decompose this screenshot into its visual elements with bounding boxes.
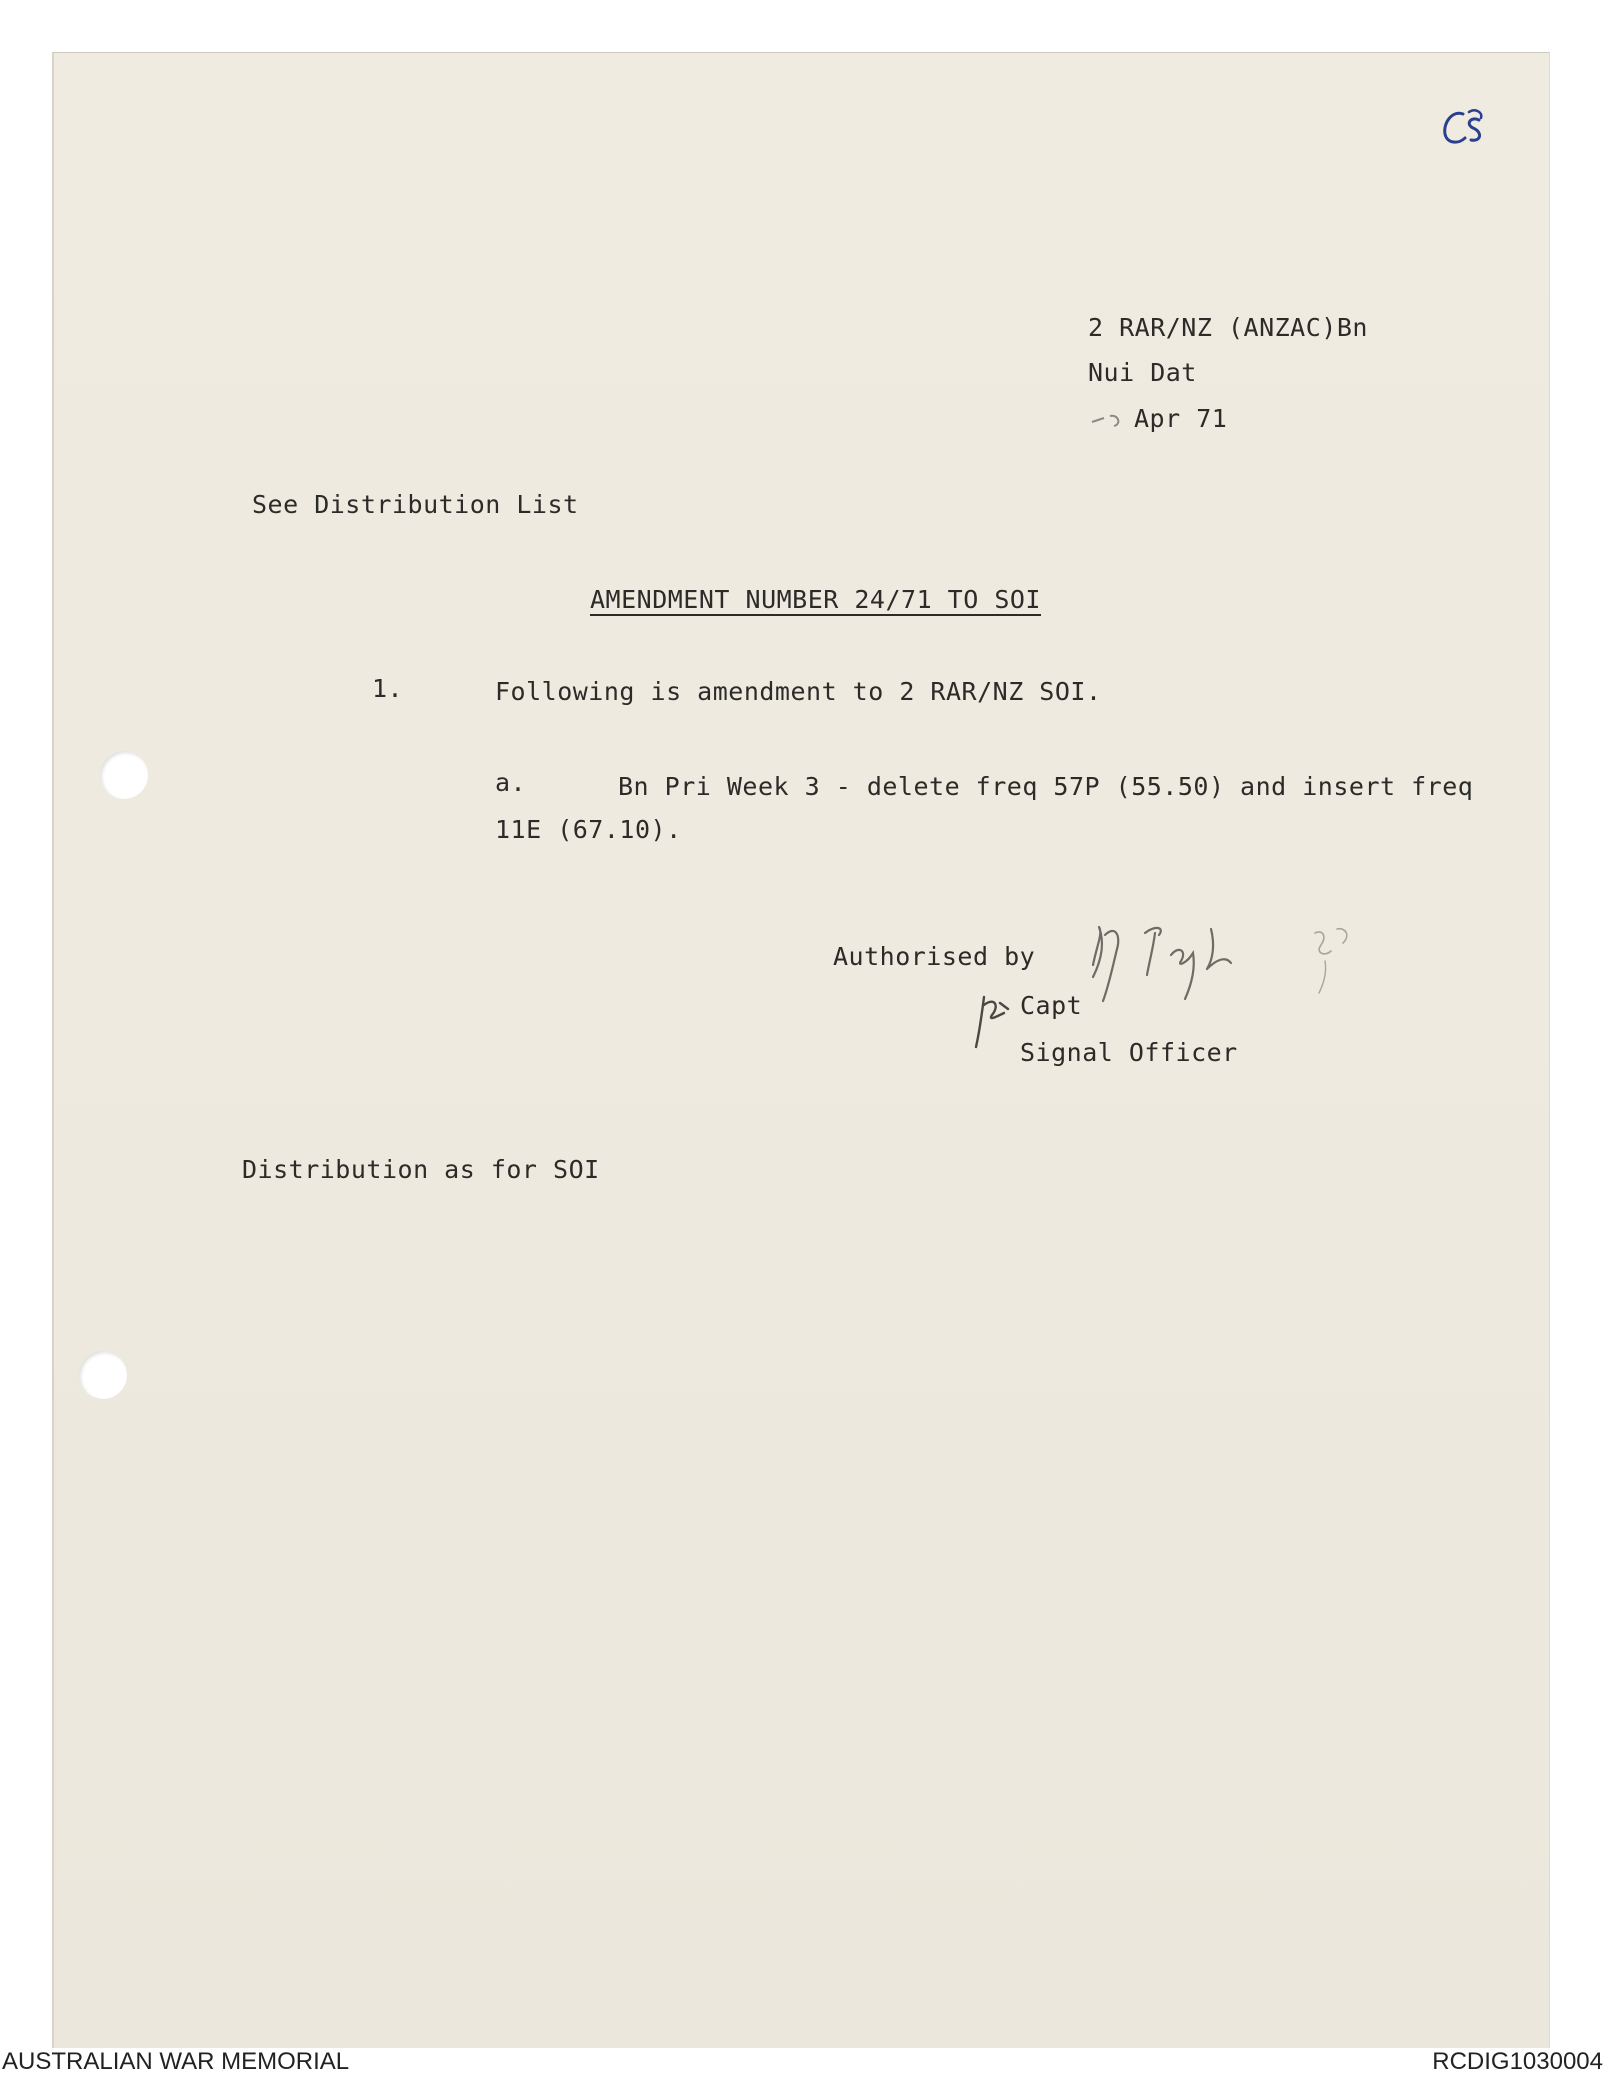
location: Nui Dat (1088, 358, 1197, 387)
distribution-note: Distribution as for SOI (242, 1155, 600, 1184)
para1-text: Following is amendment to 2 RAR/NZ SOI. (495, 677, 1102, 706)
punch-hole-bottom (79, 1351, 127, 1399)
date-day-mark (1088, 408, 1132, 432)
document-title: AMENDMENT NUMBER 24/71 TO SOI (590, 585, 1041, 614)
handwritten-annotation (1435, 100, 1515, 160)
punch-hole-top (100, 751, 148, 799)
per-mark (970, 985, 1020, 1055)
handwritten-signature (1075, 905, 1395, 1015)
footer-reference: RCDIG1030004 (1432, 2048, 1603, 2075)
date: Apr 71 (1134, 404, 1228, 433)
authorised-by-label: Authorised by (833, 942, 1036, 971)
footer-source: AUSTRALIAN WAR MEMORIAL (2, 2048, 350, 2075)
subpara-a-line1: Bn Pri Week 3 - delete freq 57P (55.50) and insert freq (618, 772, 1474, 801)
appointment: Signal Officer (1020, 1038, 1238, 1067)
para1-number: 1. (372, 674, 404, 703)
document-page (52, 52, 1549, 2048)
subpara-a-label: a. (495, 768, 527, 797)
unit-name: 2 RAR/NZ (ANZAC)Bn (1088, 313, 1368, 342)
addressee: See Distribution List (252, 490, 579, 519)
rank: Capt (1020, 991, 1083, 1020)
subpara-a-line2: 11E (67.10). (495, 815, 682, 844)
